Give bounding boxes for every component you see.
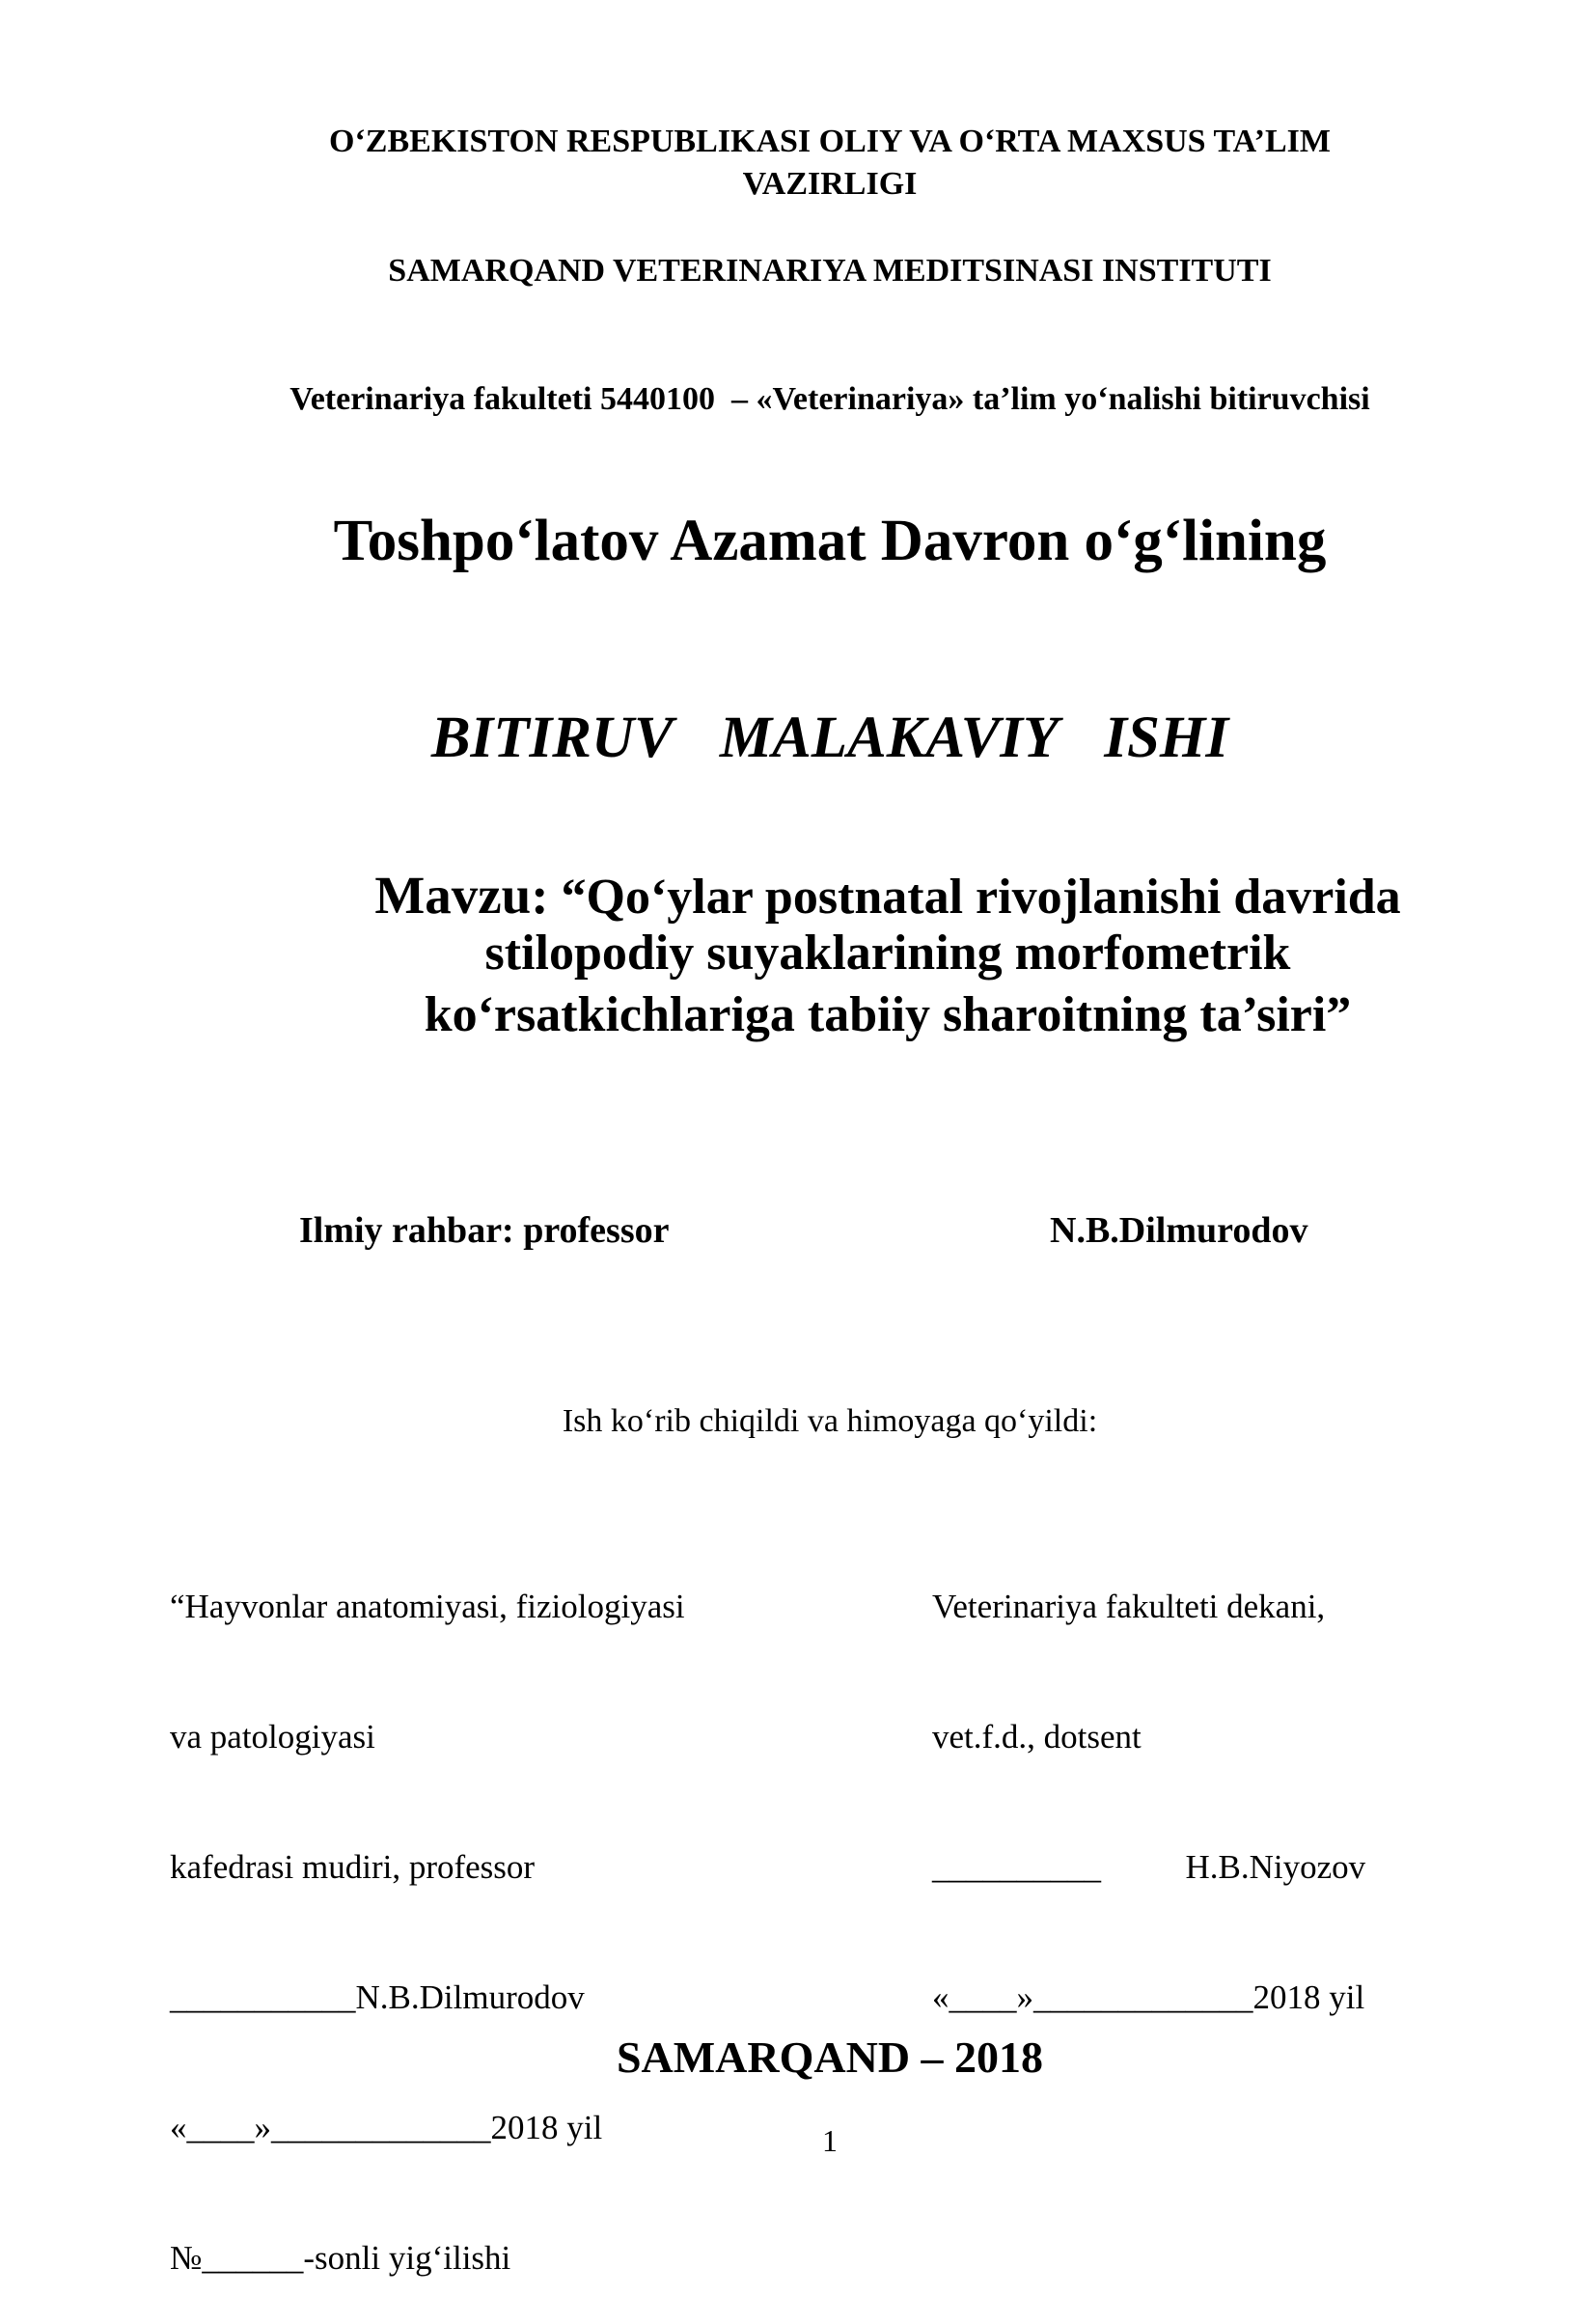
department-head-block: [170, 1498, 685, 2323]
faculty-line: Veterinariya fakulteti 5440100 – «Veterinariya» ta’lim yo‘nalishi bitiruvchisi: [289, 381, 1370, 417]
dean-line-2: vet.f.d., dotsent: [932, 1718, 1142, 1756]
department-head-line-1: “Hayvonlar anatomiyasi, fiziologiyasi: [170, 1588, 685, 1625]
department-head-meeting: №______-sonli yig‘ilishi: [170, 2239, 511, 2277]
dean-line-1: Veterinariya fakulteti dekani,: [932, 1588, 1326, 1625]
ministry-line-2: VAZIRLIGI: [742, 166, 918, 202]
dean-block: [932, 1498, 1365, 2062]
topic-text-1: “Qo‘ylar postnatal rivojlanishi davrida: [548, 870, 1401, 925]
supervisor-name: N.B.Dilmurodov: [1050, 1210, 1308, 1251]
reviewed-text: Ish ko‘rib chiqildi va himoyaga qo‘yildi:: [562, 1403, 1098, 1439]
topic-label: Mavzu:: [374, 866, 549, 925]
department-head-date: «____»_____________2018 yil: [170, 2109, 603, 2146]
institute-name: SAMARQAND VETERINARIYA MEDITSINASI INSTITUTI: [388, 253, 1272, 289]
department-head-line-2: va patologiyasi: [170, 1718, 375, 1756]
department-head-signature: ___________N.B.Dilmurodov: [170, 1978, 585, 2016]
city-year: SAMARQAND – 2018: [616, 2033, 1044, 2082]
supervisor-label: Ilmiy rahbar: professor: [299, 1210, 670, 1251]
topic-line-1: [0, 865, 1596, 926]
department-head-line-3: kafedrasi mudiri, professor: [170, 1848, 536, 1886]
work-type-title: BITIRUV MALAKAVIY ISHI: [430, 705, 1229, 770]
page-number: 1: [822, 2123, 838, 2158]
ministry-line-1: O‘ZBEKISTON RESPUBLIKASI OLIY VA O‘RTA MAXSUS TA’LIM: [329, 124, 1331, 159]
topic-line-2: stilopodiy suyaklarining morfometrik: [484, 926, 1291, 981]
topic-line-3: ko‘rsatkichlariga tabiiy sharoitning ta’siri”: [424, 987, 1352, 1042]
author-name: Toshpo‘latov Azamat Davron o‘g‘lining: [333, 509, 1327, 573]
dean-signature: __________ H.B.Niyozov: [932, 1848, 1366, 1886]
dean-date: «____»_____________2018 yil: [932, 1978, 1365, 2016]
